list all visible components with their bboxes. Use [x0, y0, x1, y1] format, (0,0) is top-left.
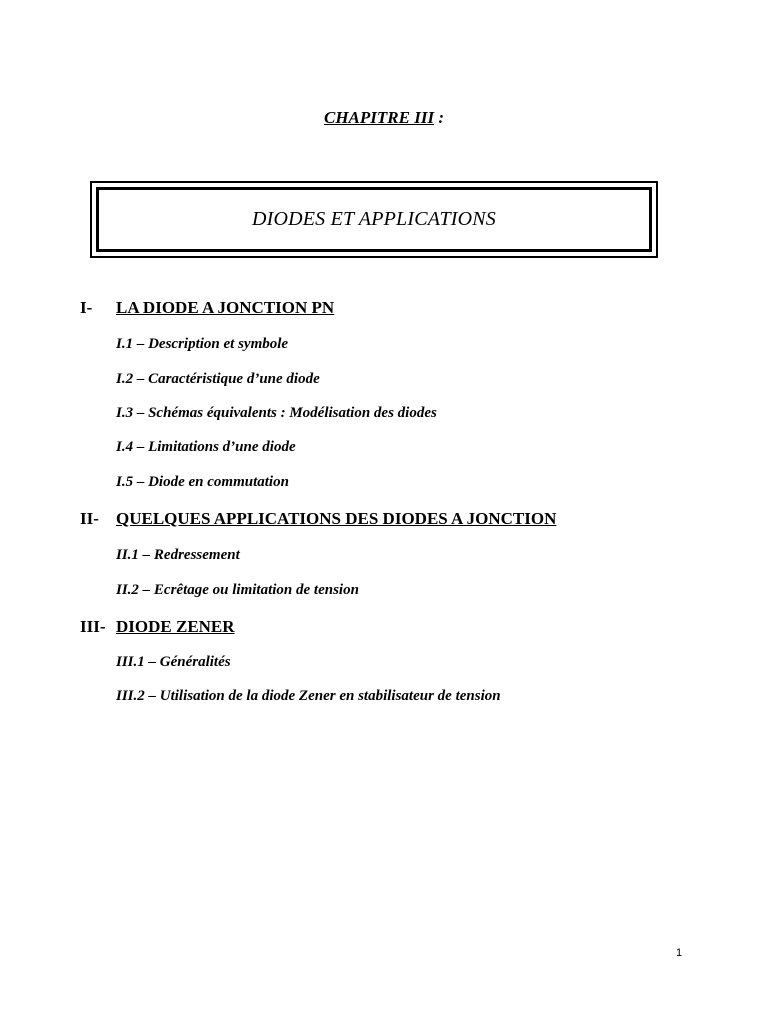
- section-title: LA DIODE A JONCTION PN: [116, 298, 335, 317]
- section-title: DIODE ZENER: [116, 617, 235, 636]
- subsection-item: I.2 – Caractéristique d’une diode: [116, 371, 320, 387]
- page-number: 1: [676, 947, 683, 959]
- section-number: III-: [80, 617, 106, 636]
- subsection-item: I.3 – Schémas équivalents : Modélisation des diodes: [116, 405, 437, 421]
- chapter-title-frame: [96, 187, 652, 252]
- section-title: QUELQUES APPLICATIONS DES DIODES A JONCTION: [116, 509, 557, 528]
- section-number: II-: [80, 509, 99, 528]
- section-heading-3: [80, 616, 235, 638]
- section-heading-1: [80, 297, 334, 319]
- chapter-title-box: [90, 181, 658, 258]
- subsection-item: III.2 – Utilisation de la diode Zener en stabilisateur de tension: [116, 688, 501, 704]
- section-heading-2: [80, 508, 556, 530]
- chapter-label: CHAPITRE III: [324, 108, 435, 127]
- chapter-title: DIODES ET APPLICATIONS: [251, 208, 497, 230]
- subsection-item: I.5 – Diode en commutation: [116, 474, 289, 490]
- subsection-item: II.2 – Ecrêtage ou limitation de tension: [116, 582, 359, 598]
- subsection-item: III.1 – Généralités: [116, 654, 231, 670]
- section-number: I-: [80, 298, 93, 317]
- subsection-item: I.4 – Limitations d’une diode: [116, 439, 296, 455]
- chapter-heading: [0, 107, 768, 129]
- subsection-item: I.1 – Description et symbole: [116, 336, 289, 352]
- chapter-label-suffix: :: [434, 108, 444, 127]
- subsection-item: II.1 – Redressement: [116, 547, 240, 563]
